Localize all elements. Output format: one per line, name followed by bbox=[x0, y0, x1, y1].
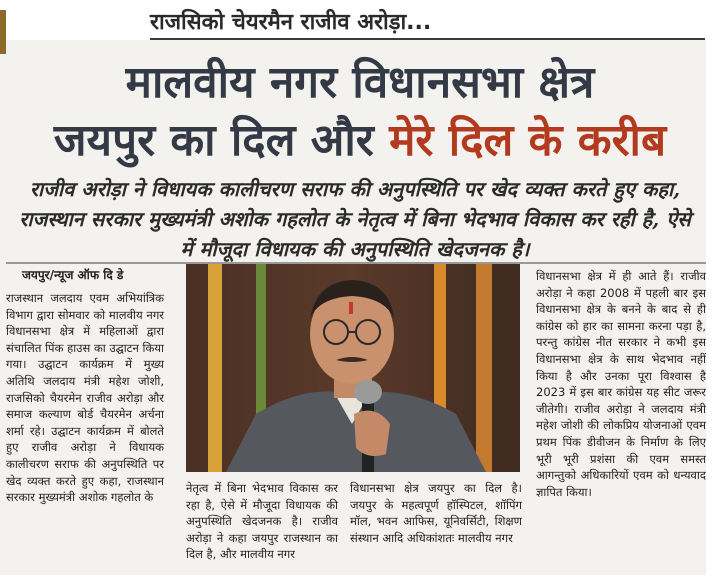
page-right-edge bbox=[706, 0, 720, 575]
section-marker bbox=[0, 10, 6, 54]
kicker-underline bbox=[150, 38, 705, 40]
article-column-2: नेतृत्व में बिना भेदभाव विकास कर रहा है, ऐसे में मौजूदा विधायक की अनुपस्थिति खेदजनक है। राजीव अरोड़ा ने कहा जयपुर राजस्थान का दिल है, और मालवीय नगर bbox=[186, 481, 338, 562]
article-column-4: विधानसभा क्षेत्र में ही आते हैं। राजीव अरोड़ा ने कहा 2008 में पहली बार इस विधानसभा क्षेत्र के बनने के बाद से ही कांग्रेस को हार का सामना करना पड़ा है, परन्तु कांग्रेस नीत सरकार ने कभी इस विधानसभा क्षेत्र के साथ भेदभाव नहीं किया है और उनका पूरा विश्वास है 2023 में इस बार कांग्रेस यह सीट जरूर जीतेगी। राजीव अरोड़ा ने जलदाय मंत्री महेश जोशी की लोकप्रिय योजनाओं एवम प्रथम पिंक डीवीजन के निर्माण के लिए भूरी भूरी प्रशंसा की एवम समस्त आगन्तुको अधिकारियों एवम को धन्यवाद ज्ञापित किया। bbox=[536, 269, 706, 499]
headline-line-2 bbox=[0, 108, 720, 168]
kicker: राजसिको चेयरमैन राजीव अरोड़ा... bbox=[150, 10, 432, 35]
headline-line-2-dark: जयपुर का दिल और bbox=[53, 115, 390, 166]
article-column-3: विधानसभा क्षेत्र जयपुर का दिल है। जयपुर के महत्वपूर्ण हॉस्पिटल, शॉपिंग मॉल, भवन आफिस, यूनिवर्सिटी, शिक्षण संस्थान आदि अधिकांशतः मालवीय नगर bbox=[350, 481, 522, 545]
speaker-photo bbox=[186, 264, 520, 472]
deck: राजीव अरोड़ा ने विधायक कालीचरण सराफ की अनुपस्थिति पर खेद व्यक्त करते हुए कहा, राजस्थान सरकार मुख्यमंत्री अशोक गहलोत के नेतृत्व में बिना भेदभाव विकास कर रही है, ऐसे में मौजूदा विधायक की अनुपस्थिति खेदजनक है। bbox=[19, 177, 691, 261]
byline: जयपुर/न्यूज ऑफ दि डे bbox=[22, 268, 124, 282]
article-column-1: राजस्थान जलदाय एवम अभियांत्रिक विभाग द्वारा सोमवार को मालवीय नगर विधानसभा क्षेत्र में महिलाओं द्वारा संचालित पिंक हाउस का उद्घाटन किया गया। उद्घाटन कार्यक्रम में मुख्य अतिथि जलदाय मंत्री महेश जोशी, राजसिको चैयरमेन राजीव अरोड़ा और समाज कल्याण बोर्ड चैयरमेन अर्चना शर्मा रहे। उद्घाटन कार्यक्रम में बोलते हुए राजीव अरोड़ा ने विधायक कालीचरण सराफ की अनुपस्थिति पर खेद व्यक्त करते हुए कहा, राजस्थान सरकार मुख्यमंत्री अशोक गहलोत के bbox=[6, 291, 164, 505]
headline-line-1: मालवीय नगर विधानसभा क्षेत्र bbox=[125, 57, 595, 108]
speaker-photo-illustration bbox=[186, 264, 520, 472]
headline-line-2-accent: मेरे दिल के करीब bbox=[389, 115, 667, 166]
